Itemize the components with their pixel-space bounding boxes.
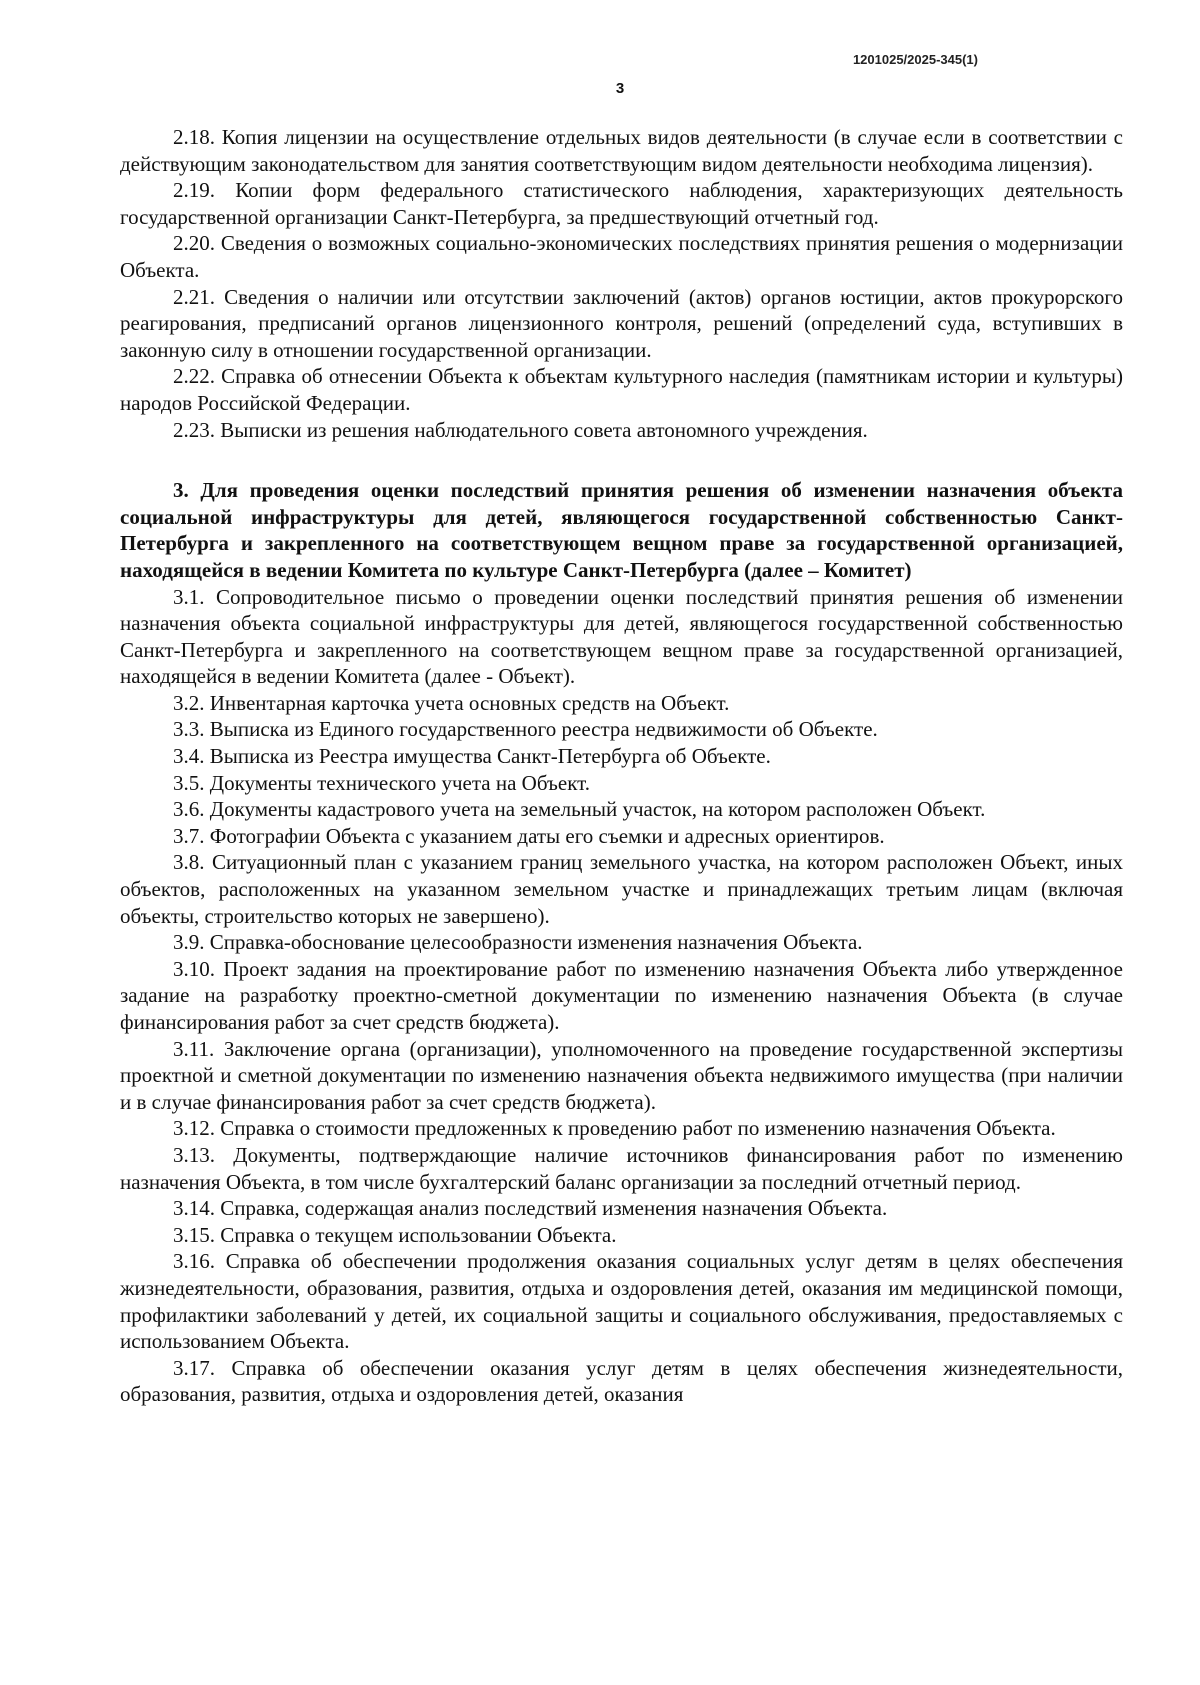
paragraph-3-17: 3.17. Справка об обеспечении оказания услуг детям в целях обеспечения жизнедеятельности, образования, развития, отдыха и оздоровления детей, оказания <box>120 1355 1123 1407</box>
page-number: 3 <box>615 80 625 97</box>
paragraph-2-22: 2.22. Справка об отнесении Объекта к объектам культурного наследия (памятникам истории и культуры) народов Российской Федерации. <box>120 364 1123 415</box>
paragraph-3-5: 3.5. Документы технического учета на Объект. <box>173 770 590 795</box>
paragraph-3-1: 3.1. Сопроводительное письмо о проведении оценки последствий принятия решения об изменении назначения объекта социальной инфраструктуры для детей, являющегося государственной собственностью Санкт-Петербурга и закрепленного на соответствующем вещном праве за государственной организацией, находящейся в ведении Комитета (далее - Объект). <box>120 584 1123 689</box>
section-3-heading: 3. Для проведения оценки последствий принятия решения об изменении назначения объекта социальной инфраструктуры для детей, являющегося государственной собственностью Санкт-Петербурга и закрепленного на соответствующем вещном праве за государственной организацией, находящейся в ведении Комитета по культуре Санкт-Петербурга (далее – Комитет) <box>120 478 1123 582</box>
paragraph-3-15: 3.15. Справка о текущем использовании Объекта. <box>173 1222 617 1247</box>
paragraph-2-18: 2.18. Копия лицензии на осуществление отдельных видов деятельности (в случае если в соответствии с действующим законодательством для занятия соответствующим видом деятельности необходима лицензия). <box>120 125 1123 176</box>
paragraph-3-7: 3.7. Фотографии Объекта с указанием даты его съемки и адресных ориентиров. <box>173 823 885 848</box>
document-body <box>120 124 1123 1408</box>
section-spacer <box>120 443 1123 477</box>
paragraph-3-3: 3.3. Выписка из Единого государственного реестра недвижимости об Объекте. <box>173 717 878 742</box>
paragraph-2-21: 2.21. Сведения о наличии или отсутствии заключений (актов) органов юстиции, актов прокурорского реагирования, предписаний органов лицензионного контроля, решений (определений суда, вступивших в законную силу в отношении государственной организации. <box>120 284 1123 362</box>
document-id: 1201025/2025-345(1) <box>852 52 978 67</box>
paragraph-2-20: 2.20. Сведения о возможных социально-экономических последствиях принятия решения о модернизации Объекта. <box>120 231 1123 282</box>
paragraph-3-10: 3.10. Проект задания на проектирование работ по изменению назначения Объекта либо утвержденное задание на разработку проектно-сметной документации по изменению назначения Объекта (в случае финансирования работ за счет средств бюджета). <box>120 956 1123 1034</box>
paragraph-3-8: 3.8. Ситуационный план с указанием границ земельного участка, на котором расположен Объект, иных объектов, расположенных на указанном земельном участке и принадлежащих третьим лицам (включая объекты, строительство которых не завершено). <box>120 850 1123 928</box>
paragraph-3-16: 3.16. Справка об обеспечении продолжения оказания социальных услуг детям в целях обеспечения жизнедеятельности, образования, развития, отдыха и оздоровления детей, оказания им медицинской помощи, профилактики заболеваний у детей, их социальной защиты и социального обслуживания, предоставляемых с использованием Объекта. <box>120 1249 1123 1354</box>
paragraph-3-14: 3.14. Справка, содержащая анализ последствий изменения назначения Объекта. <box>173 1196 888 1221</box>
paragraph-3-11: 3.11. Заключение органа (организации), уполномоченного на проведение государственной экспертизы проектной и сметной документации по изменению назначения объекта недвижимого имущества (при наличии и в случае финансирования работ за счет средств бюджета). <box>120 1036 1123 1114</box>
paragraph-3-4: 3.4. Выписка из Реестра имущества Санкт-Петербурга об Объекте. <box>173 744 771 769</box>
paragraph-3-6: 3.6. Документы кадастрового учета на земельный участок, на котором расположен Объект. <box>173 797 986 822</box>
paragraph-2-19: 2.19. Копии форм федерального статистического наблюдения, характеризующих деятельность государственной организации Санкт-Петербурга, за предшествующий отчетный год. <box>120 178 1123 229</box>
paragraph-3-2: 3.2. Инвентарная карточка учета основных средств на Объект. <box>173 690 730 715</box>
paragraph-3-12: 3.12. Справка о стоимости предложенных к проведению работ по изменению назначения Объекта. <box>173 1116 1056 1141</box>
paragraph-3-9: 3.9. Справка-обоснование целесообразности изменения назначения Объекта. <box>173 930 863 955</box>
paragraph-2-23: 2.23. Выписки из решения наблюдательного совета автономного учреждения. <box>173 417 868 442</box>
paragraph-3-13: 3.13. Документы, подтверждающие наличие источников финансирования работ по изменению назначения Объекта, в том числе бухгалтерский баланс организации за последний отчетный период. <box>120 1142 1123 1194</box>
